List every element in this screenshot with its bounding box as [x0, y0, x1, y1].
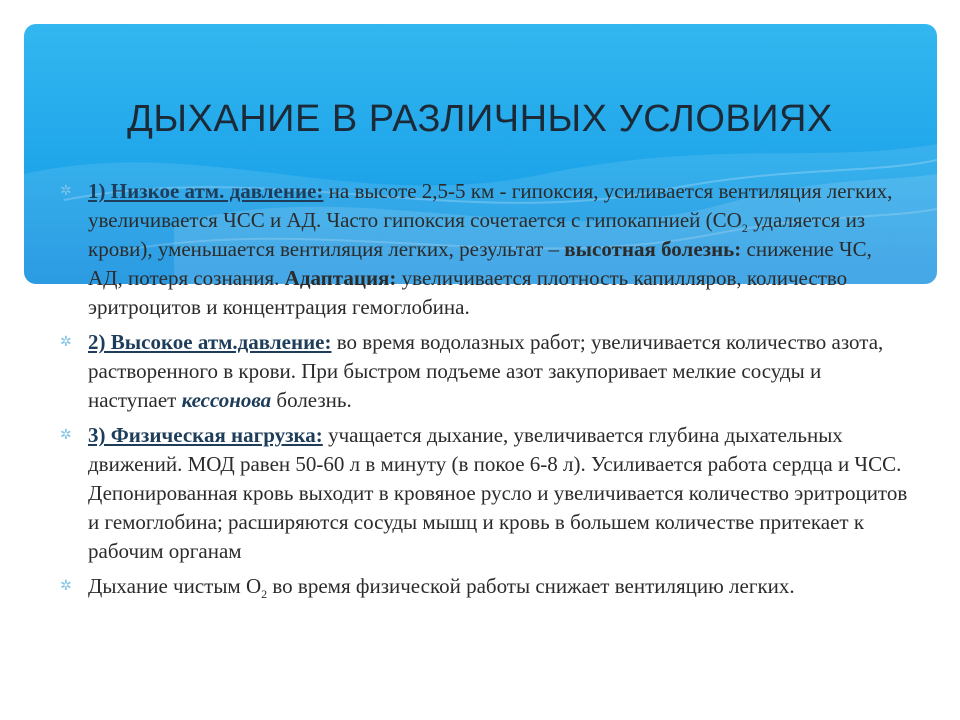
item-heading: 3) Физическая нагрузка: — [88, 423, 323, 447]
list-item — [58, 328, 908, 415]
item-text: на высоте 2,5-5 км - гипоксия, усиливается вентиляция легких, увеличивается ЧСС и АД. Часто гипоксия сочетается с гипокапнией (СО — [88, 179, 893, 232]
subscript: 2 — [741, 221, 748, 236]
item-text: во время физической работы снижает вентиляцию легких. — [267, 574, 795, 598]
item-term: Адаптация: — [284, 266, 397, 290]
item-term: кессонова — [181, 388, 272, 412]
snowflake-bullet-icon: ✲ — [60, 184, 72, 199]
item-term: высотная болезнь: — [564, 237, 742, 261]
item-heading: 1) Низкое атм. давление: — [88, 179, 324, 203]
item-heading: 2) Высокое атм.давление: — [88, 330, 332, 354]
snowflake-bullet-icon: ✲ — [60, 428, 72, 443]
snowflake-bullet-icon: ✲ — [60, 335, 72, 350]
item-text: Дыхание чистым О — [88, 574, 262, 598]
item-text: учащается дыхание, увеличивается глубина дыхательных движений. МОД равен 50-60 л в минуту (в покое 6-8 л). Усиливается работа сердца и ЧСС. Депонированная кровь выходит в кровяное русло и увеличивается количество эритроцитов и гемоглобина; расширяются сосуды мышц и кровь в большем количестве притекает к рабочим органам — [88, 423, 908, 563]
item-text: во время водолазных работ; увеличивается количество азота, растворенного в крови. При быстром подъеме азот закупоривает мелкие сосуды и наступает — [88, 330, 884, 412]
list-item — [58, 177, 908, 322]
item-text: болезнь. — [271, 388, 352, 412]
list-item — [58, 572, 908, 601]
list-item — [58, 421, 908, 566]
content-list — [58, 177, 908, 607]
subscript: 2 — [261, 587, 268, 602]
snowflake-bullet-icon: ✲ — [60, 579, 72, 594]
item-text: увеличивается плотность капилляров, количество эритроцитов и концентрация гемоглобина. — [88, 266, 848, 319]
item-text: снижение ЧС, АД, потеря сознания. — [88, 237, 872, 290]
page-title: ДЫХАНИЕ В РАЗЛИЧНЫХ УСЛОВИЯХ — [127, 98, 833, 140]
item-text: удаляется из крови), уменьшается вентиляция легких, результат – — [88, 208, 866, 261]
